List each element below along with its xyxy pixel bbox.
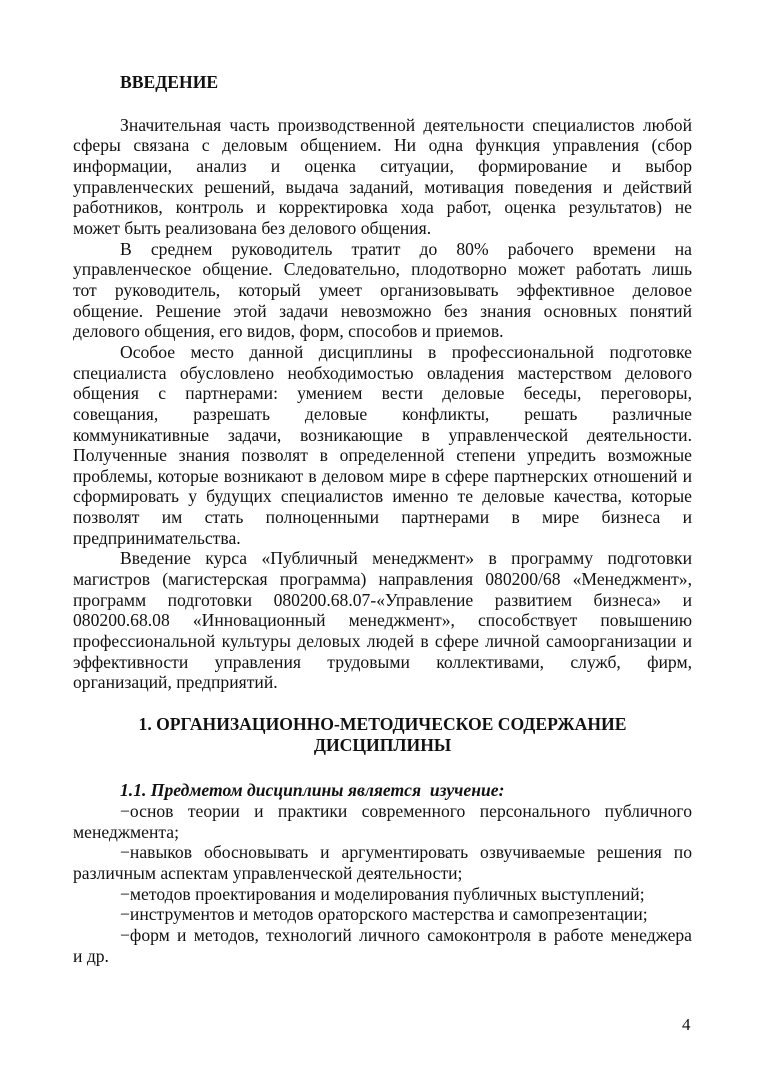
subsection-heading: 1.1. Предметом дисциплины является изучение: <box>120 780 505 801</box>
text-line: 080200.68.08 «Инновационный менеджмент», способствует повышению <box>73 610 692 631</box>
text-line: профессиональной культуры деловых людей в сфере личной самоорганизации и <box>73 631 692 652</box>
paragraph <box>73 239 692 342</box>
text-line: эффективности управления трудовыми коллективами, служб, фирм, <box>73 651 692 672</box>
text-line: специалиста обусловлено необходимостью овладения мастерством делового <box>73 362 692 383</box>
page-number: 4 <box>682 1015 691 1034</box>
document-page <box>73 72 692 966</box>
text-line: В среднем руководитель тратит до 80% рабочего времени на <box>120 238 692 259</box>
text-line: предпринимательства. <box>73 527 241 548</box>
text-line: проблемы, которые возникают в деловом мире в сфере партнерских отношений и <box>73 465 692 486</box>
intro-body <box>73 115 692 693</box>
text-line: сферы связана с деловым общением. Ни одна функция управления (сбор <box>73 135 692 156</box>
text-line: −методов проектирования и моделирования публичных выступлений; <box>120 883 645 904</box>
list-item <box>73 904 692 925</box>
text-line: −форм и методов, технологий личного самоконтроля в работе менеджера <box>120 924 692 945</box>
paragraph <box>73 342 692 549</box>
text-line: и др. <box>73 945 109 966</box>
section-heading <box>73 714 692 755</box>
list-item <box>73 925 692 966</box>
text-line: совещания, разрешать деловые конфликты, решать различные <box>73 403 692 424</box>
text-line: коммуникативные задачи, возникающие в управленческой деятельности. <box>73 424 692 445</box>
text-line: программ подготовки 080200.68.07-«Управление развитием бизнеса» и <box>73 589 692 610</box>
text-line: −основ теории и практики современного персонального публичного <box>120 801 692 821</box>
text-line: −инструментов и методов ораторского мастерства и самопрезентации; <box>120 904 648 925</box>
paragraph <box>73 548 692 693</box>
text-line: различным аспектам управленческой деятельности; <box>73 862 463 883</box>
text-line: менеджмента; <box>73 821 180 842</box>
text-line: может быть реализована без делового общения. <box>73 217 432 238</box>
list-item <box>73 801 692 842</box>
text-line: делового общения, его видов, форм, способов и приемов. <box>73 321 504 342</box>
text-line: Особое место данной дисциплины в профессиональной подготовке <box>120 341 692 362</box>
list-item <box>73 884 692 905</box>
text-line: Полученные знания позволят в определенной степени упредить возможные <box>73 445 692 466</box>
intro-heading: ВВЕДЕНИЕ <box>120 72 219 92</box>
text-line: информации, анализ и оценка ситуации, формирование и выбор <box>73 155 692 176</box>
paragraph <box>73 115 692 239</box>
list-item <box>73 842 692 883</box>
text-line: общения с партнерами: умением вести деловые беседы, переговоры, <box>73 383 692 404</box>
text-line: управленческое общение. Следовательно, плодотворно может работать лишь <box>73 259 692 280</box>
text-line: тот руководитель, который умеет организовывать эффективное деловое <box>73 279 692 300</box>
text-line: Значительная часть производственной деятельности специалистов любой <box>120 114 692 135</box>
text-line: работников, контроль и корректировка хода работ, оценка результатов) не <box>73 197 692 218</box>
section-heading-line: 1. ОРГАНИЗАЦИОННО-МЕТОДИЧЕСКОЕ СОДЕРЖАНИЕ <box>138 714 627 735</box>
study-subjects-list <box>73 801 692 966</box>
text-line: −навыков обосновывать и аргументировать озвучиваемые решения по <box>120 842 692 863</box>
text-line: сформировать у будущих специалистов именно те деловые качества, которые <box>73 486 692 507</box>
text-line: организаций, предприятий. <box>73 672 278 693</box>
section-heading-line: ДИСЦИПЛИНЫ <box>313 734 452 755</box>
text-line: позволят им стать полноценными партнерами в мире бизнеса и <box>73 507 692 528</box>
text-line: Введение курса «Публичный менеджмент» в программу подготовки <box>120 548 692 569</box>
text-line: магистров (магистерская программа) направления 080200/68 «Менеджмент», <box>73 569 692 590</box>
text-line: общение. Решение этой задачи невозможно без знания основных понятий <box>73 300 692 321</box>
text-line: управленческих решений, выдача заданий, мотивация поведения и действий <box>73 176 692 197</box>
